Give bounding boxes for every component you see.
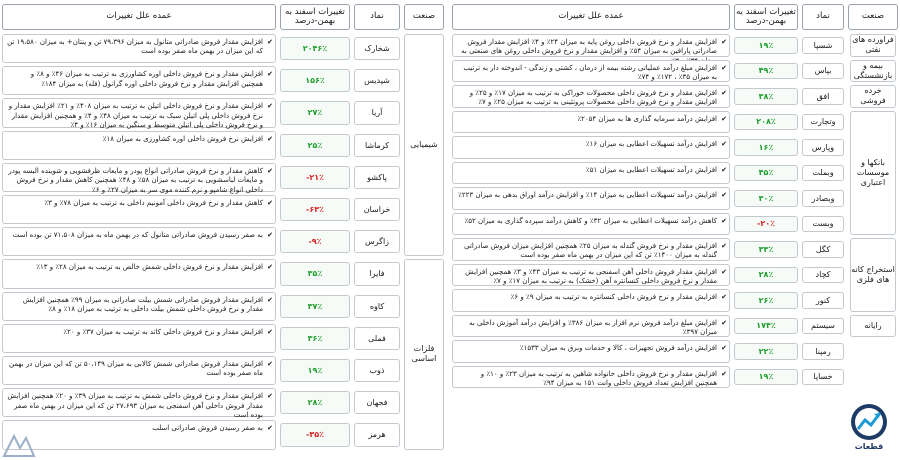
symbol-cell: وبست bbox=[802, 216, 844, 233]
symbol-cell: رمپنا bbox=[802, 343, 844, 360]
change-value: ۳۰٪ bbox=[734, 190, 798, 207]
industry-cell: بیمه و بازنشستگی bbox=[850, 60, 896, 83]
reason-cell bbox=[452, 289, 730, 312]
header-industry: صنعت bbox=[404, 4, 444, 30]
brand-logo bbox=[846, 402, 892, 452]
change-value: -۶۳٪ bbox=[280, 198, 350, 221]
reason-text: افزایش مقدار فروش صادراتی شمش بیلت صادراتی به میزان ۹۹٪ همچنین افزایش مقدار و نرخ فروش داخلی شمش بیلت داخلی به ترتیب به میزان ۱۸٪ و ۸٪ bbox=[22, 295, 263, 314]
check-icon: ✔ bbox=[267, 70, 273, 79]
check-icon: ✔ bbox=[721, 191, 727, 199]
check-icon: ✔ bbox=[267, 360, 273, 368]
reason-text: افزایش مقدار و نرخ فروش داخلی شمش به ترتیب به میزان ۳۹٪ و ۲۰٪ همچنین افزایش مقدار فروش داخلی آهن اسفنجی به میزان ۲۷،۶۹۳ تن که این میزان در بهمن ماه صفر بوده است bbox=[7, 392, 263, 420]
reason-cell bbox=[2, 420, 276, 449]
reason-text: افزایش مقدار و نرخ فروش داخلی کنسانتره به ترتیب به میزان ۹٪ و ۶٪ bbox=[510, 293, 717, 301]
symbol-cell: کاوه bbox=[354, 295, 400, 318]
logo-label: قطعات bbox=[854, 442, 884, 451]
change-value: -۳۵٪ bbox=[280, 423, 350, 446]
check-icon: ✔ bbox=[721, 344, 727, 352]
reason-text: افزایش درآمد تسهیلات اعطایی به میزان ۱۶٪ bbox=[585, 140, 717, 148]
chart-logo-icon bbox=[846, 402, 892, 442]
symbol-cell: کرماشا bbox=[354, 134, 400, 157]
change-value: -۹٪ bbox=[280, 230, 350, 253]
reason-text: افزایش درآمد فروش تجهیزات ، کالا و خدمات وبرق به میزان ۱۵۳۳٪ bbox=[519, 344, 717, 352]
symbol-cell: بپاس bbox=[802, 63, 844, 80]
reason-text: افزایش درآمد تسهیلات اعطایی به میزان ۱۴٪ و افزایش درآمد اوراق بدهی به میزان ۲۲۳٪ bbox=[458, 191, 717, 199]
change-value: ۳۳٪ bbox=[734, 241, 798, 258]
reason-cell bbox=[2, 356, 276, 385]
change-value: -۲۰٪ bbox=[734, 216, 798, 233]
left-header-row bbox=[2, 4, 444, 30]
reason-cell bbox=[2, 34, 276, 63]
check-icon: ✔ bbox=[267, 38, 273, 46]
check-icon: ✔ bbox=[721, 140, 727, 148]
check-icon: ✔ bbox=[721, 114, 727, 123]
check-icon: ✔ bbox=[721, 216, 727, 225]
check-icon: ✔ bbox=[721, 242, 727, 250]
reason-cell bbox=[2, 292, 276, 321]
check-icon: ✔ bbox=[267, 102, 273, 111]
change-value: ۴۹٪ bbox=[734, 63, 798, 80]
industry-cell: فراورده های نفتی bbox=[850, 34, 896, 57]
check-icon: ✔ bbox=[267, 263, 273, 272]
right-rows bbox=[452, 34, 898, 456]
change-value: ۳۶٪ bbox=[280, 327, 350, 350]
check-icon: ✔ bbox=[267, 134, 273, 143]
reason-cell bbox=[2, 324, 276, 353]
reason-cell bbox=[2, 388, 276, 420]
reason-cell bbox=[2, 227, 276, 256]
change-value: ۱۵۶٪ bbox=[280, 69, 350, 92]
check-icon: ✔ bbox=[721, 165, 727, 174]
change-value: ۲۰۴۶٪ bbox=[280, 37, 350, 60]
reason-text: به صفر رسیدن فروش صادراتی اسلب bbox=[152, 424, 263, 433]
reason-cell bbox=[452, 238, 730, 261]
industry-cell: رایانه bbox=[850, 315, 896, 338]
reason-cell bbox=[2, 195, 276, 224]
reason-text: افزایش مقدار و نرخ فروش داخلی کاتد به ترتیب به میزان ۳۷٪ و ۲۰٪ bbox=[63, 327, 263, 336]
symbol-cell: وتجارت bbox=[802, 114, 844, 131]
symbol-cell: شسپا bbox=[802, 37, 844, 54]
header-change: تغییرات اسفند به بهمن-درصد bbox=[280, 4, 350, 30]
change-value: ۱۹٪ bbox=[280, 359, 350, 382]
change-value: ۲۷٪ bbox=[280, 101, 350, 124]
right-table bbox=[452, 4, 898, 456]
header-reason: عمده علل تغییرات bbox=[452, 4, 730, 30]
symbol-cell: آریا bbox=[354, 101, 400, 124]
reason-text: افزایش مقدار و نرخ فروش گندله به میزان ۲۵٪ همچنین افزایش میزان فروش صادراتی گندله به میزان ۱۴۰۰٪ تن که این میزان در بهمن ماه صفر بوده است bbox=[464, 242, 717, 260]
check-icon: ✔ bbox=[267, 424, 273, 433]
reason-cell bbox=[452, 85, 730, 108]
change-value: ۲۵٪ bbox=[280, 134, 350, 157]
symbol-cell: کچاد bbox=[802, 267, 844, 284]
header-symbol: نماد bbox=[354, 4, 400, 30]
change-value: ۲۲٪ bbox=[734, 343, 798, 360]
symbol-cell: زاگرس bbox=[354, 230, 400, 253]
check-icon: ✔ bbox=[721, 369, 727, 378]
reason-cell bbox=[452, 264, 730, 287]
reason-cell bbox=[452, 60, 730, 83]
header-industry: صنعت bbox=[848, 4, 898, 30]
reason-cell bbox=[2, 66, 276, 95]
symbol-cell: شپدیس bbox=[354, 69, 400, 92]
header-change: تغییرات اسفند به بهمن-درصد bbox=[734, 4, 798, 30]
reason-cell bbox=[2, 259, 276, 288]
reason-cell bbox=[2, 163, 276, 192]
industry-cell: شیمیایی bbox=[404, 34, 444, 256]
watermark-icon bbox=[2, 430, 36, 458]
industry-cell: استخراج کانه های فلزی bbox=[850, 238, 896, 312]
reason-cell bbox=[452, 366, 730, 389]
reason-text: افزایش درآمد سرمایه گذاری ها به میزان ۲۰۵۴٪ bbox=[577, 114, 717, 123]
symbol-cell: خراسان bbox=[354, 198, 400, 221]
reason-text: افزایش مقدار و نرخ فروش داخلی روغن پایه به میزان ۲۴٪ و ۴٪ افزایش مقدار فروش صادراتی پارافین به میزان ۵۴٪ و افزایش مقدار و نرخ فروش داخلی روغن های صنعتی به bbox=[461, 38, 717, 56]
check-icon: ✔ bbox=[721, 63, 727, 72]
change-value: ۳۵٪ bbox=[280, 262, 350, 285]
reason-cell bbox=[452, 162, 730, 185]
change-value: ۱۹٪ bbox=[734, 369, 798, 386]
symbol-cell: افق bbox=[802, 88, 844, 105]
reason-text: به صفر رسیدن فروش صادراتی متانول که در بهمن ماه به میزان ۷۱،۵۰۸ تن بوده است bbox=[12, 231, 263, 240]
check-icon: ✔ bbox=[267, 199, 273, 207]
reason-text: افزایش مقدار و نرخ فروش داخلی اتیلن به ترتیب به میزان ۴۰۸٪ و ۲۱٪ افزایش مقدار و نرخ فروش داخلی پلی اتیلن سبک به ترتیب به میزان ۴۸٪ و ۴٪ و همچنین افزایش مقدار و نرخ فروش داخلی پلی اتیلن متوسط و سنگین به میزان ۱۶٪ و ۴٪ bbox=[8, 102, 263, 130]
check-icon: ✔ bbox=[721, 38, 727, 46]
symbol-cell: فملی bbox=[354, 327, 400, 350]
symbol-cell: وبصادر bbox=[802, 190, 844, 207]
symbol-cell: پاکشو bbox=[354, 166, 400, 189]
change-value: ۲۰۸٪ bbox=[734, 114, 798, 131]
header-symbol: نماد bbox=[802, 4, 844, 30]
right-header-row bbox=[452, 4, 898, 30]
reason-text: افزایش مقدار و نرخ فروش داخلی محصولات خوراکی به ترتیب به میزان ۱۷٪ و ۲۵٪ و افزایش مقدار و نرخ فروش داخلی محصولات پروتئینی به ترتیب به میزان ۲۵٪ و ۷٪ bbox=[469, 89, 717, 107]
reason-cell bbox=[2, 131, 276, 160]
reason-text: افزایش نرخ فروش داخلی اوره کشاورزی به میزان ۱۸٪ bbox=[102, 134, 263, 143]
change-value: -۲۱٪ bbox=[280, 166, 350, 189]
change-value: ۳۷٪ bbox=[280, 295, 350, 318]
reason-text: افزایش مقدار فروش صادراتی متانول به میزان ۷۹،۳۹۶ تن و پنتان+ به میزان ۱۹،۵۸۰ تن که این میزان در بهمن ماه صفر بوده است bbox=[7, 38, 263, 56]
symbol-cell: فایرا bbox=[354, 262, 400, 285]
check-icon: ✔ bbox=[721, 89, 727, 97]
symbol-cell: ذوب bbox=[354, 359, 400, 382]
check-icon: ✔ bbox=[267, 166, 273, 175]
check-icon: ✔ bbox=[267, 327, 273, 336]
symbol-cell: فجهان bbox=[354, 391, 400, 414]
symbol-cell: کنور bbox=[802, 292, 844, 309]
symbol-cell: هرمز bbox=[354, 423, 400, 446]
reason-text: کاهش مقدار و نرخ فروش داخلی آمونیم داخلی به ترتیب به میزان ۷۸٪ و ۳٪ bbox=[44, 199, 263, 207]
change-value: ۱۷۴٪ bbox=[734, 318, 798, 335]
change-value: ۲۸٪ bbox=[280, 391, 350, 414]
symbol-cell: وپارس bbox=[802, 139, 844, 156]
symbol-cell: شخارک bbox=[354, 37, 400, 60]
reason-text: کاهش درآمد تسهیلات اعطایی به میزان ۳۲٪ و کاهش درآمد سپرده گذاری به میزان ۵۲٪ bbox=[464, 216, 717, 225]
change-value: ۱۶٪ bbox=[734, 139, 798, 156]
change-value: ۴۵٪ bbox=[734, 165, 798, 182]
symbol-cell: خساپا bbox=[802, 369, 844, 386]
reason-text: افزایش مبلغ درآمد عملیاتی رشته بیمه از درمان ، کشتی و زندگی - اندوخته دار به ترتیب به میزان ۳۵٪ ، ۱۷۲٪ و ۷۴٪ bbox=[463, 63, 717, 81]
check-icon: ✔ bbox=[267, 231, 273, 240]
reason-cell bbox=[452, 187, 730, 210]
left-rows bbox=[2, 34, 444, 456]
reason-cell bbox=[452, 340, 730, 363]
industry-cell: فلزات اساسی bbox=[404, 259, 444, 449]
check-icon: ✔ bbox=[721, 267, 727, 276]
symbol-cell: کگل bbox=[802, 241, 844, 258]
reason-cell bbox=[2, 98, 276, 130]
reason-cell bbox=[452, 111, 730, 134]
reason-text: افزایش درآمد تسهیلات اعطایی به میزان ۵۱٪ bbox=[585, 165, 717, 174]
check-icon: ✔ bbox=[721, 318, 727, 327]
reason-cell bbox=[452, 213, 730, 236]
change-value: ۲۶٪ bbox=[734, 292, 798, 309]
industry-cell: خرده فروشی bbox=[850, 85, 896, 108]
reason-cell bbox=[452, 34, 730, 57]
header-reason: عمده علل تغییرات bbox=[2, 4, 276, 30]
reason-text: افزایش مبلغ درآمد فروش نرم افزار به میزان ۳۸۶٪ و افزایش درآمد آموزش داخلی به میزان ۳۹۷٪ bbox=[469, 318, 717, 336]
check-icon: ✔ bbox=[721, 293, 727, 301]
check-icon: ✔ bbox=[267, 392, 273, 401]
check-icon: ✔ bbox=[267, 295, 273, 304]
reason-text: افزایش مقدار و نرخ فروش داخلی خانواده شاهین به ترتیب به میزان ۲۳٪ و ۱۰٪ و همچنین افزایش تعداد فروش داخلی وانت ۱۵۱ به میزان ۹۴٪ bbox=[480, 369, 717, 387]
change-value: ۲۸٪ bbox=[734, 267, 798, 284]
reason-cell bbox=[452, 136, 730, 159]
reason-cell bbox=[452, 315, 730, 338]
reason-text: کاهش مقدار و نرخ فروش صادراتی انواع پودر و مایعات ظرفشویی و شوینده البسه پودر و مایعات لباسشویی به ترتیب به میزان ۵۸٪ و ۴۸٪ همچنین کاهش مقدار و نرخ فروش داخلی انواع شامپو و نرم کننده موی سر به میزان ۲۷٪ و ۶٪ bbox=[8, 166, 263, 194]
change-value: ۳۸٪ bbox=[734, 88, 798, 105]
symbol-cell: سیستم bbox=[802, 318, 844, 335]
industry-cell: بانکها و موسسات اعتباری bbox=[850, 111, 896, 236]
reason-text: افزایش مقدار و نرخ فروش داخلی شمش خالص به ترتیب به میزان ۲۸٪ و ۱۳٪ bbox=[36, 263, 263, 272]
left-table bbox=[2, 4, 444, 456]
reason-text: افزایش مقدار و نرخ فروش داخلی اوره کشاورزی به ترتیب به میزان ۴۶٪ و ۸٪ و همچنین افزایش مقدار و نرخ فروش داخلی اوره گرانول (فله) به میزان ۱۸۴٪ bbox=[30, 70, 263, 88]
reason-text: افزایش مقدار فروش صادراتی شمش کالابی به میزان ۵۰،۱۴۹ تن که این میزان در بهمن ماه صفر بوده است bbox=[9, 360, 263, 378]
change-value: ۱۹٪ bbox=[734, 37, 798, 54]
symbol-cell: وبملت bbox=[802, 165, 844, 182]
reason-text: افزایش مقدار فروش داخلی آهن اسفنجی به ترتیب به میزان ۴۳٪ و ۳٪ همچنین افزایش مقدار و نرخ فروش داخلی کنسانتره آهن (خشک) به ترتیب به میزان ۱۷٪ و ۷٪ bbox=[465, 267, 717, 285]
